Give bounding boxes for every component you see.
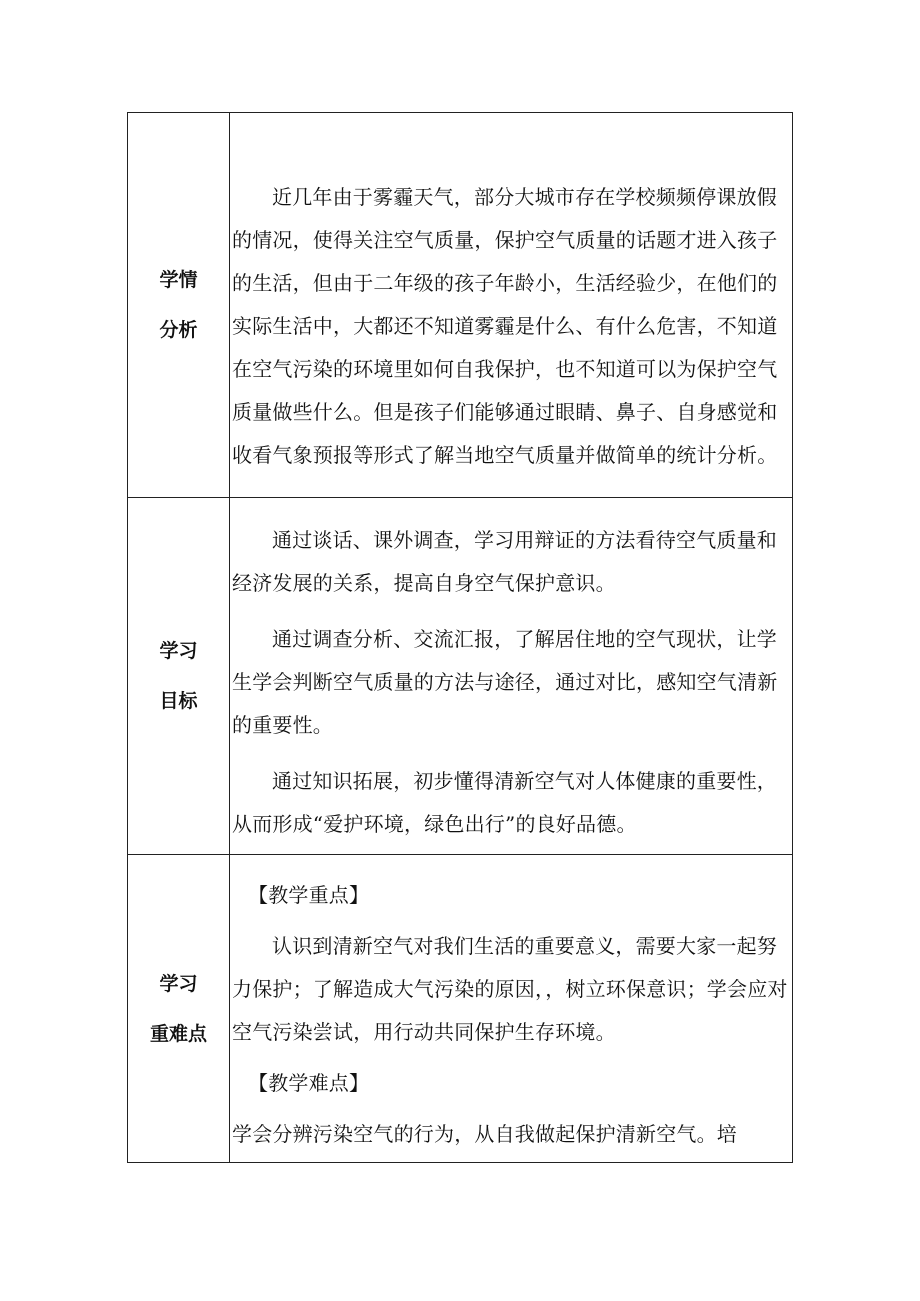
row-content-learning-analysis [230,113,793,498]
key-points-heading: 【教学重点】 [248,883,370,907]
paragraph: 通过调查分析、交流汇报，了解居住地的空气现状，让学生学会判断空气质量的方法与途径，通过对比，感知空气清新的重要性。 [232,627,778,737]
row-label-key-and-difficult-points [128,855,230,1163]
row-content-key-and-difficult-points [230,855,793,1163]
paragraph: 通过知识拓展，初步懂得清新空气对人体健康的重要性，从而形成“爱护环境，绿色出行”的良好品德。 [232,769,777,836]
paragraph: 通过谈话、课外调查，学习用辩证的方法看待空气质量和经济发展的关系，提高自身空气保护意识。 [232,528,777,595]
table-row-learning-objectives [128,498,793,855]
row-label-learning-objectives [128,498,230,855]
row-content-learning-objectives [230,498,793,855]
row-label-line1: 学情 [159,269,198,291]
lesson-plan-table [127,112,793,1163]
key-points-text: 认识到清新空气对我们生活的重要意义，需要大家一起努力保护；了解造成大气污染的原因，，树立环保意识；学会应对空气污染尝试，用行动共同保护生存环境。 [232,934,788,1044]
table-row-learning-analysis [128,113,793,498]
row-label-line1: 学习 [159,972,198,995]
row-label-line2: 目标 [159,690,198,712]
row-label-line2: 分析 [159,319,198,341]
row-label-line1: 学习 [159,640,198,662]
table-row-key-and-difficult-points [128,855,793,1163]
row-label-line2: 重难点 [149,1022,207,1045]
row-label-learning-analysis [128,113,230,498]
paragraph: 近几年由于雾霾天气，部分大城市存在学校频频停课放假的情况，使得关注空气质量，保护空气质量的话题才进入孩子的生活，但由于二年级的孩子年龄小，生活经验少，在他们的实际生活中，大都还不知道雾霾是什么、有什么危害，不知道在空气污染的环境里如何自我保护，也不知道可以为保护空气质量做些什么。但是孩子们能够通过眼睛、鼻子、自身感觉和收看气象预报等形式了解当地空气质量并做简单的统计分析。 [232,185,778,467]
difficult-points-text: 学会分辨污染空气的行为，从自我做起保护清新空气。培 [232,1122,737,1146]
difficult-points-heading: 【教学难点】 [248,1071,370,1095]
